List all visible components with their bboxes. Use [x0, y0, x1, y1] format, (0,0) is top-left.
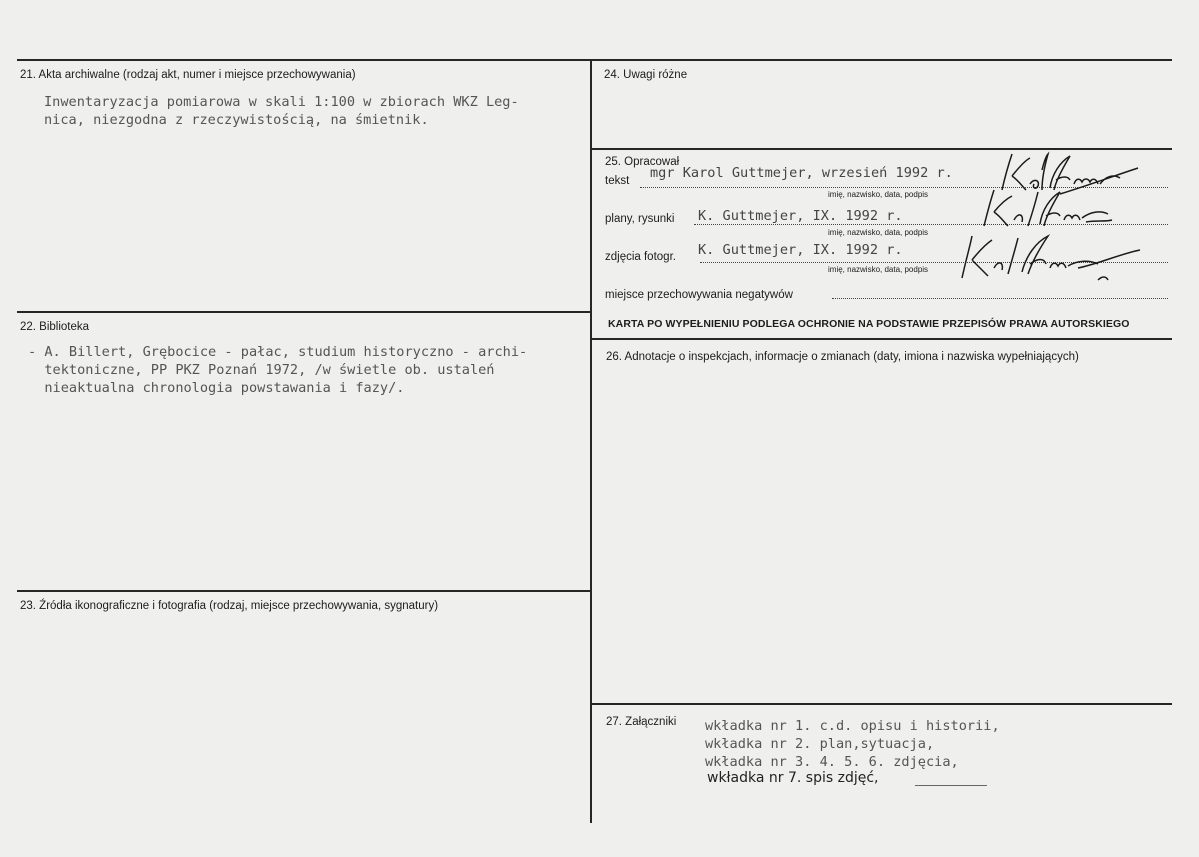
section-21-label: 21. Akta archiwalne (rodzaj akt, numer i miejsce przechowywania): [20, 69, 356, 81]
text-row-value: mgr Karol Guttmejer, wrzesień 1992 r.: [650, 165, 953, 181]
plans-row-hint: imię, nazwisko, data, podpis: [828, 228, 929, 237]
section-22-label: 22. Biblioteka: [20, 321, 90, 333]
negatives-dots: [832, 298, 1168, 299]
section-22-line-1: - A. Billert, Grębocice - pałac, studium historyczno - archi-: [28, 344, 528, 360]
photos-row-hint: imię, nazwisko, data, podpis: [828, 265, 929, 274]
section-21-line-1: Inwentaryzacja pomiarowa w skali 1:100 w zbiorach WKZ Leg-: [44, 94, 519, 110]
text-row-hint: imię, nazwisko, data, podpis: [828, 190, 929, 199]
section-22-line-2: tektoniczne, PP PKZ Poznań 1972, /w świetle ob. ustaleń: [28, 362, 495, 378]
section-21-line-2: nica, niezgodna z rzeczywistością, na śmietnik.: [44, 112, 429, 128]
signature-plans: [970, 184, 1120, 232]
plans-row-label: plany, rysunki: [605, 213, 675, 225]
attachment-line-3: wkładka nr 3. 4. 5. 6. zdjęcia,: [705, 754, 959, 770]
rule-22-23: [17, 590, 591, 592]
signature-photos: [948, 228, 1148, 286]
section-24-label: 24. Uwagi różne: [604, 69, 688, 81]
attachment-line-1: wkładka nr 1. c.d. opisu i historii,: [705, 718, 1000, 734]
section-23-label: 23. Źródła ikonograficzne i fotografia (rodzaj, miejsce przechowywania, sygnatury): [20, 600, 439, 612]
section-25-label: 25. Opracował: [605, 156, 680, 168]
plans-row-value: K. Guttmejer, IX. 1992 r.: [698, 208, 903, 224]
section-27-label: 27. Załączniki: [606, 716, 677, 728]
negatives-label: miejsce przechowywania negatywów: [605, 289, 793, 301]
attachment-handwritten: wkładka nr 7. spis zdjęć,: [707, 770, 879, 786]
section-26-label: 26. Adnotacje o inspekcjach, informacje o zmianach (daty, imiona i nazwiska wypełniających): [606, 351, 1079, 363]
rule-21-22: [17, 311, 591, 313]
attachment-line-2: wkładka nr 2. plan,sytuacja,: [705, 736, 935, 752]
attachment-underline: [915, 785, 987, 786]
photos-row-value: K. Guttmejer, IX. 1992 r.: [698, 242, 903, 258]
copyright-notice: KARTA PO WYPEŁNIENIU PODLEGA OCHRONIE NA PODSTAWIE PRZEPISÓW PRAWA AUTORSKIEGO: [608, 318, 1130, 330]
rule-26-27: [591, 703, 1172, 705]
rule-25-26: [591, 338, 1172, 340]
top-rule: [17, 59, 1172, 61]
center-divider: [590, 59, 592, 823]
photos-row-label: zdjęcia fotogr.: [605, 251, 676, 263]
section-22-line-3: nieaktualna chronologia powstawania i fazy/.: [28, 380, 405, 396]
text-row-label: tekst: [605, 175, 630, 187]
